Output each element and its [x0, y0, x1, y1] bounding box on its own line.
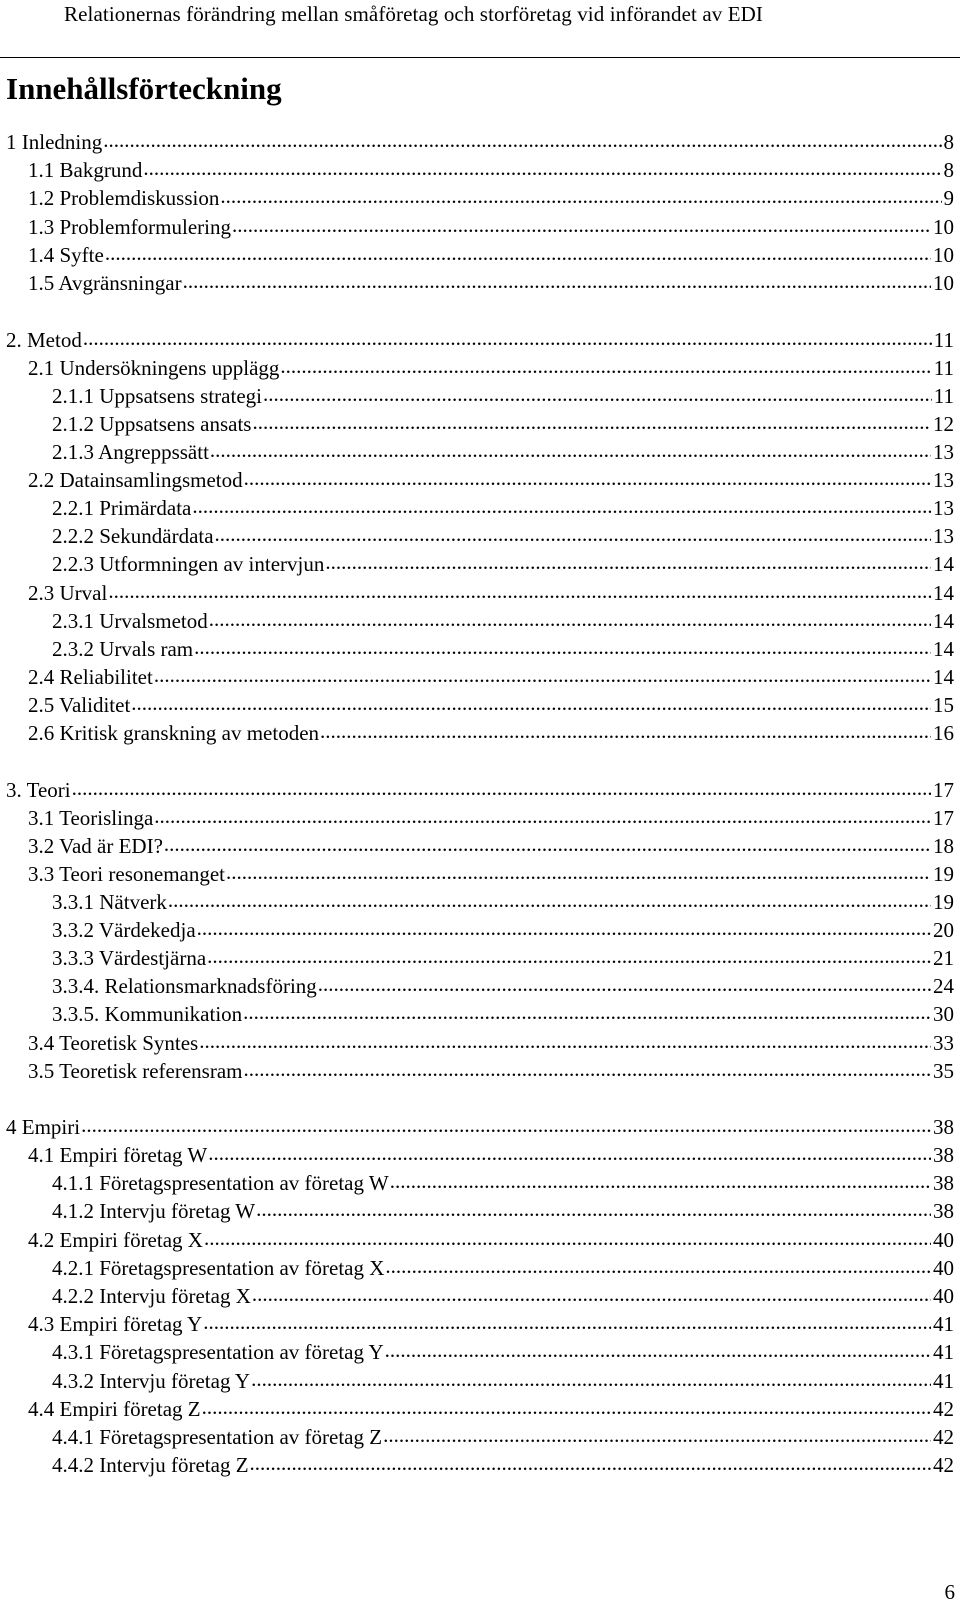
- toc-entry-page: 21: [933, 946, 954, 970]
- toc-dot-leader: [226, 858, 931, 887]
- toc-entry-page: 13: [933, 524, 954, 548]
- toc-entry-page: 17: [933, 806, 954, 830]
- toc-entry[interactable]: [28, 269, 954, 298]
- toc-dot-leader: [318, 970, 931, 999]
- toc-dot-leader: [183, 267, 931, 296]
- toc-entry-page: 14: [933, 665, 954, 689]
- toc-entry[interactable]: [28, 1310, 954, 1339]
- toc-entry[interactable]: [52, 1197, 954, 1226]
- toc-dot-leader: [192, 492, 931, 521]
- toc-entry-title: 2.1 Undersökningens upplägg: [28, 356, 280, 380]
- toc-entry[interactable]: [28, 354, 954, 383]
- toc-dot-leader: [256, 1195, 931, 1224]
- page-number: 6: [944, 1580, 955, 1604]
- toc-dot-leader: [83, 324, 932, 353]
- toc-dot-leader: [251, 1365, 931, 1394]
- toc-entry[interactable]: [52, 972, 954, 1001]
- toc-entry[interactable]: [52, 888, 954, 917]
- toc-dot-leader: [202, 1393, 931, 1422]
- toc-entry-page: 13: [933, 440, 954, 464]
- toc-entry[interactable]: [28, 1029, 954, 1058]
- toc-entry-title: 3.3.4. Relationsmarknadsföring: [52, 974, 317, 998]
- toc-entry-page: 14: [933, 609, 954, 633]
- toc-entry[interactable]: [52, 1423, 954, 1452]
- toc-entry-title: 2.2 Datainsamlingsmetod: [28, 468, 243, 492]
- toc-dot-leader: [154, 661, 931, 690]
- toc-entry-title: 3.1 Teorislinga: [28, 806, 154, 830]
- toc-entry-title: 2.5 Validitet: [28, 693, 131, 717]
- toc-entry-title: 2.6 Kritisk granskning av metoden: [28, 721, 320, 745]
- toc-entry-title: 4.2 Empiri företag X: [28, 1228, 203, 1252]
- toc-entry[interactable]: [6, 1113, 954, 1142]
- toc-entry-title: 2.2.3 Utformningen av intervjun: [52, 552, 325, 576]
- toc-entry-page: 8: [943, 158, 954, 182]
- toc-entry-page: 17: [933, 778, 954, 802]
- toc-entry-page: 41: [933, 1369, 954, 1393]
- toc-entry-title: 2.1.1 Uppsatsens strategi: [52, 384, 262, 408]
- toc-entry-title: 3.3.2 Värdekedja: [52, 918, 196, 942]
- toc-entry-page: 14: [933, 581, 954, 605]
- toc-entry[interactable]: [28, 1057, 954, 1086]
- toc-entry[interactable]: [28, 1141, 954, 1170]
- toc-entry-title: 4.4.2 Intervju företag Z: [52, 1453, 249, 1477]
- toc-entry[interactable]: [52, 1254, 954, 1283]
- toc-entry-title: 4.3.2 Intervju företag Y: [52, 1369, 251, 1393]
- toc-entry-title: 2.1.2 Uppsatsens ansats: [52, 412, 252, 436]
- toc-entry[interactable]: [28, 1226, 954, 1255]
- toc-entry-page: 15: [933, 693, 954, 717]
- toc-entry[interactable]: [52, 494, 954, 523]
- toc-title: Innehållsförteckning: [6, 71, 282, 106]
- toc-entry-title: 2.4 Reliabilitet: [28, 665, 153, 689]
- toc-entry-title: 3. Teori: [6, 778, 71, 802]
- toc-entry-page: 35: [933, 1059, 954, 1083]
- toc-dot-leader: [103, 126, 941, 155]
- toc-dot-leader: [252, 1280, 931, 1309]
- toc-entry-title: 3.4 Teoretisk Syntes: [28, 1031, 199, 1055]
- toc-dot-leader: [280, 352, 931, 381]
- toc-entry[interactable]: [6, 776, 954, 805]
- toc-entry[interactable]: [6, 326, 954, 355]
- toc-entry-title: 1.5 Avgränsningar: [28, 271, 182, 295]
- toc-entry-page: 38: [933, 1199, 954, 1223]
- toc-entry-title: 2. Metod: [6, 328, 82, 352]
- toc-entry[interactable]: [28, 241, 954, 270]
- toc-entry[interactable]: [52, 1282, 954, 1311]
- toc-entry-title: 3.3.5. Kommunikation: [52, 1002, 243, 1026]
- toc-entry[interactable]: [52, 916, 954, 945]
- toc-entry[interactable]: [52, 607, 954, 636]
- toc-entry-page: 19: [933, 862, 954, 886]
- toc-entry[interactable]: [52, 1367, 954, 1396]
- toc-entry[interactable]: [52, 944, 954, 973]
- toc-entry-title: 4.3 Empiri företag Y: [28, 1312, 203, 1336]
- toc-entry-title: 1.1 Bakgrund: [28, 158, 143, 182]
- toc-entry-title: 3.2 Vad är EDI?: [28, 834, 163, 858]
- toc-entry-page: 13: [933, 468, 954, 492]
- toc-entry[interactable]: [52, 635, 954, 664]
- toc-entry[interactable]: [28, 213, 954, 242]
- toc-entry-title: 2.3 Urval: [28, 581, 108, 605]
- toc-entry[interactable]: [28, 184, 954, 213]
- running-header-title: Relationernas förändring mellan småföretag och storföretag vid införandet av EDI: [64, 2, 763, 26]
- toc-dot-leader: [209, 605, 931, 634]
- toc-dot-leader: [72, 774, 931, 803]
- toc-dot-leader: [208, 1139, 931, 1168]
- toc-dot-leader: [243, 1055, 931, 1084]
- toc-dot-leader: [243, 998, 931, 1027]
- toc-entry[interactable]: [6, 128, 954, 157]
- toc-entry-title: 2.3.2 Urvals ram: [52, 637, 194, 661]
- toc-dot-leader: [383, 1421, 931, 1450]
- toc-entry-title: 4 Empiri: [6, 1115, 81, 1139]
- toc-entry-page: 24: [933, 974, 954, 998]
- toc-entry-page: 9: [943, 186, 954, 210]
- toc-dot-leader: [220, 182, 941, 211]
- toc-entry-page: 10: [933, 215, 954, 239]
- toc-entry-title: 4.4 Empiri företag Z: [28, 1397, 201, 1421]
- toc-entry-page: 42: [933, 1453, 954, 1477]
- toc-entry[interactable]: [52, 550, 954, 579]
- toc-entry-page: 10: [933, 271, 954, 295]
- toc-entry-title: 3.3.1 Nätverk: [52, 890, 167, 914]
- toc-entry-page: 30: [933, 1002, 954, 1026]
- toc-dot-leader: [390, 1167, 931, 1196]
- toc-dot-leader: [385, 1336, 931, 1365]
- toc-entry[interactable]: [28, 719, 954, 748]
- toc-entry-page: 14: [933, 637, 954, 661]
- toc-entry-title: 4.3.1 Företagspresentation av företag Y: [52, 1340, 384, 1364]
- toc-dot-leader: [194, 633, 931, 662]
- toc-entry-title: 3.3 Teori resonemanget: [28, 862, 225, 886]
- toc-dot-leader: [108, 577, 931, 606]
- toc-dot-leader: [215, 520, 931, 549]
- toc-entry[interactable]: [28, 466, 954, 495]
- toc-entry-page: 42: [933, 1397, 954, 1421]
- toc-entry-page: 19: [933, 890, 954, 914]
- toc-entry-page: 14: [933, 552, 954, 576]
- toc-dot-leader: [204, 1224, 931, 1253]
- toc-dot-leader: [81, 1111, 931, 1140]
- toc-entry-title: 3.3.3 Värdestjärna: [52, 946, 207, 970]
- toc-entry[interactable]: [28, 156, 954, 185]
- toc-entry-page: 20: [933, 918, 954, 942]
- toc-entry[interactable]: [28, 860, 954, 889]
- toc-entry-page: 41: [933, 1312, 954, 1336]
- toc-dot-leader: [203, 1308, 931, 1337]
- toc-entry[interactable]: [28, 663, 954, 692]
- toc-entry-page: 40: [933, 1284, 954, 1308]
- toc-entry-title: 1.2 Problemdiskussion: [28, 186, 220, 210]
- toc-entry[interactable]: [28, 691, 954, 720]
- toc-dot-leader: [210, 436, 931, 465]
- toc-entry-page: 38: [933, 1171, 954, 1195]
- toc-entry-title: 2.2.1 Primärdata: [52, 496, 192, 520]
- toc-entry[interactable]: [52, 410, 954, 439]
- toc-entry-page: 11: [933, 384, 954, 408]
- toc-dot-leader: [263, 380, 932, 409]
- toc-entry[interactable]: [52, 1338, 954, 1367]
- toc-entry-page: 10: [933, 243, 954, 267]
- toc-dot-leader: [207, 942, 931, 971]
- toc-dot-leader: [105, 239, 931, 268]
- toc-entry[interactable]: [28, 832, 954, 861]
- toc-dot-leader: [252, 408, 931, 437]
- toc-dot-leader: [385, 1252, 931, 1281]
- toc-entry-title: 4.2.2 Intervju företag X: [52, 1284, 251, 1308]
- toc-dot-leader: [325, 548, 931, 577]
- toc-entry-page: 33: [933, 1031, 954, 1055]
- toc-entry-page: 11: [933, 356, 954, 380]
- toc-entry-page: 12: [933, 412, 954, 436]
- toc-entry[interactable]: [52, 382, 954, 411]
- toc-entry-page: 38: [933, 1143, 954, 1167]
- toc-dot-leader: [168, 886, 931, 915]
- toc-entry[interactable]: [28, 1395, 954, 1424]
- toc-dot-leader: [320, 717, 931, 746]
- toc-entry-page: 40: [933, 1228, 954, 1252]
- toc-entry[interactable]: [52, 1000, 954, 1029]
- toc-entry-title: 2.3.1 Urvalsmetod: [52, 609, 208, 633]
- toc-entry-title: 1.3 Problemformulering: [28, 215, 231, 239]
- toc-entry[interactable]: [28, 804, 954, 833]
- toc-entry-page: 41: [933, 1340, 954, 1364]
- toc-entry-page: 40: [933, 1256, 954, 1280]
- toc-entry-page: 8: [943, 130, 954, 154]
- toc-entry-title: 2.1.3 Angreppssätt: [52, 440, 209, 464]
- toc-entry-page: 42: [933, 1425, 954, 1449]
- toc-entry[interactable]: [28, 579, 954, 608]
- toc-entry[interactable]: [52, 522, 954, 551]
- toc-entry[interactable]: [52, 438, 954, 467]
- toc-dot-leader: [197, 914, 931, 943]
- toc-entry-title: 4.1.1 Företagspresentation av företag W: [52, 1171, 389, 1195]
- toc-entry[interactable]: [52, 1451, 954, 1480]
- toc-entry-page: 18: [933, 834, 954, 858]
- toc-entry-page: 16: [933, 721, 954, 745]
- toc-entry-title: 2.2.2 Sekundärdata: [52, 524, 214, 548]
- toc-dot-leader: [232, 211, 931, 240]
- toc-entry-title: 4.4.1 Företagspresentation av företag Z: [52, 1425, 383, 1449]
- toc-entry[interactable]: [52, 1169, 954, 1198]
- toc-entry-title: 4.1 Empiri företag W: [28, 1143, 208, 1167]
- toc-entry-title: 4.1.2 Intervju företag W: [52, 1199, 256, 1223]
- toc-dot-leader: [131, 689, 931, 718]
- toc-entry-title: 1.4 Syfte: [28, 243, 104, 267]
- toc-entry-page: 13: [933, 496, 954, 520]
- toc-dot-leader: [244, 464, 931, 493]
- toc-entry-page: 11: [933, 328, 954, 352]
- toc-dot-leader: [250, 1449, 931, 1478]
- toc-entry-page: 38: [933, 1115, 954, 1139]
- toc-dot-leader: [143, 154, 941, 183]
- toc-dot-leader: [199, 1027, 931, 1056]
- toc-entry-title: 4.2.1 Företagspresentation av företag X: [52, 1256, 385, 1280]
- toc-dot-leader: [164, 830, 931, 859]
- toc-entry-title: 1 Inledning: [6, 130, 103, 154]
- toc-dot-leader: [154, 802, 931, 831]
- toc-entry-title: 3.5 Teoretisk referensram: [28, 1059, 243, 1083]
